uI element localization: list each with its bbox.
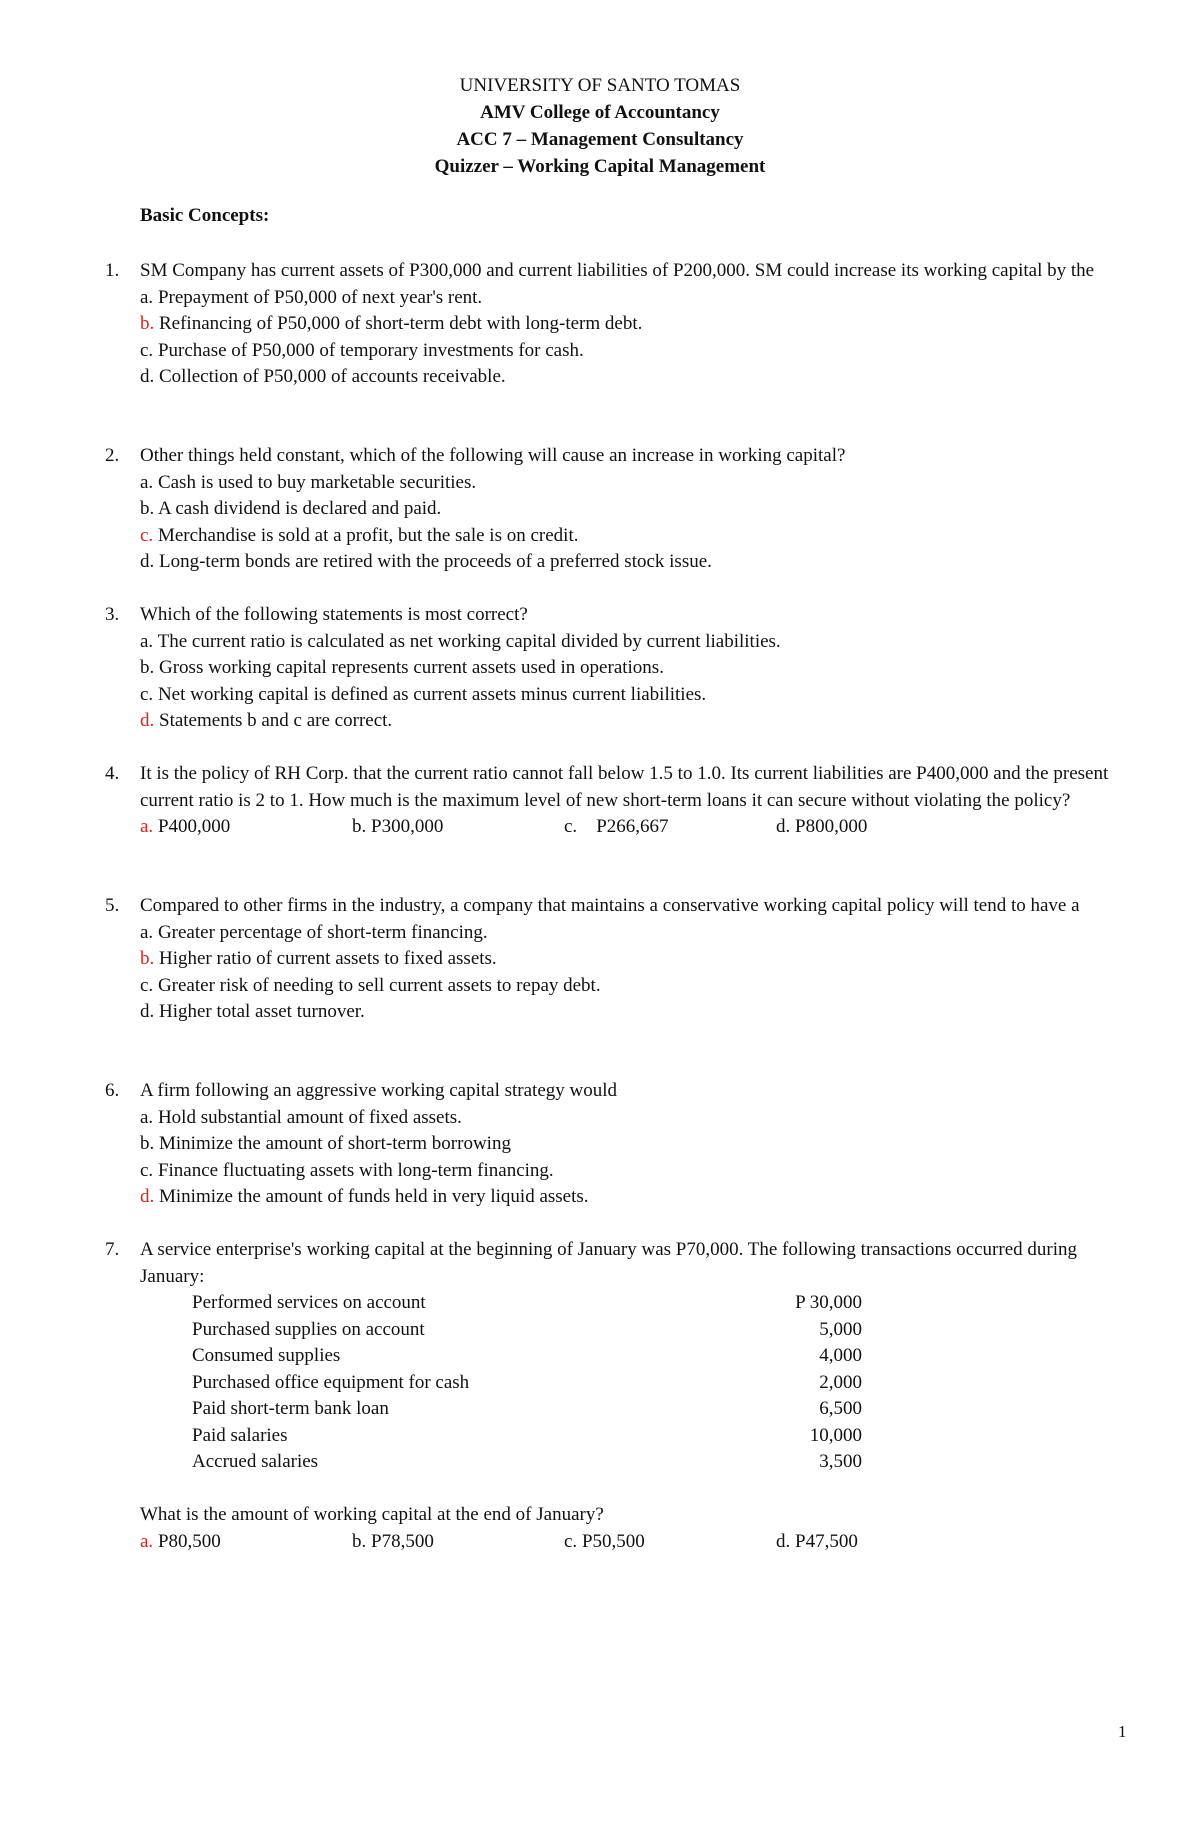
choice-d: d. P800,000 (776, 816, 868, 837)
question-number: 3. (105, 604, 120, 625)
answer-marker: c. (140, 524, 154, 546)
course-title: ACC 7 – Management Consultancy (456, 129, 744, 150)
choice-c: c. Finance fluctuating assets with long-term financing. (140, 1159, 554, 1181)
document-header (0, 72, 1200, 180)
question-stem: Compared to other firms in the industry, a company that maintains a conservative working capital policy will tend to have a (140, 895, 1080, 916)
choices-row (140, 1529, 1135, 1556)
question-1 (105, 258, 1135, 391)
choice-a: a. Prepayment of P50,000 of next year's rent. (140, 286, 483, 308)
choice-d: d. Long-term bonds are retired with the proceeds of a preferred stock issue. (140, 551, 712, 572)
choice-d: d. Collection of P50,000 of accounts receivable. (140, 366, 506, 387)
question-number: 4. (105, 763, 120, 784)
question-3 (105, 602, 1135, 735)
choice-c: c. Net working capital is defined as current assets minus current liabilities. (140, 683, 707, 705)
question-6 (105, 1078, 1135, 1211)
table-row: Accrued salaries 3,500 (192, 1451, 862, 1472)
choice-a: a. The current ratio is calculated as net working capital divided by current liabilities. (140, 630, 781, 652)
choice-d: d. Statements b and c are correct. (140, 710, 393, 731)
choice-b: b. P300,000 (352, 816, 444, 837)
question-stem: A firm following an aggressive working capital strategy would (140, 1080, 618, 1101)
choices-row (140, 814, 1135, 841)
question-stem: A service enterprise's working capital at the beginning of January was P70,000. The following transactions occurred during January: (140, 1239, 1077, 1287)
question-stem: SM Company has current assets of P300,000 and current liabilities of P200,000. SM could increase its working capital by the (140, 260, 1095, 281)
question-7 (105, 1237, 1135, 1555)
section-title: Basic Concepts: (140, 205, 270, 226)
choice-d: d. Minimize the amount of funds held in very liquid assets. (140, 1186, 589, 1207)
choice-c: c. Purchase of P50,000 of temporary investments for cash. (140, 339, 584, 361)
university-name: UNIVERSITY OF SANTO TOMAS (459, 75, 741, 96)
choice-b: b. Gross working capital represents current assets used in operations. (140, 657, 664, 678)
choice-a: a. Greater percentage of short-term financing. (140, 921, 488, 943)
choice-d: d. Higher total asset turnover. (140, 1001, 365, 1022)
choice-c: c. Merchandise is sold at a profit, but the sale is on credit. (140, 524, 579, 546)
choice-b: b. Minimize the amount of short-term borrowing (140, 1133, 511, 1154)
choice-a: a. Cash is used to buy marketable securities. (140, 471, 477, 493)
choice-a: a. Hold substantial amount of fixed assets. (140, 1106, 462, 1128)
college-name: AMV College of Accountancy (480, 102, 720, 123)
choice-d: d. P47,500 (776, 1530, 858, 1552)
answer-marker: b. (140, 948, 155, 969)
choice-c: c. Greater risk of needing to sell current assets to repay debt. (140, 974, 601, 996)
choice-c: c. P266,667 (564, 816, 669, 837)
answer-marker: d. (140, 710, 155, 731)
choice-c: c. P50,500 (564, 1530, 645, 1552)
question-number: 6. (105, 1080, 120, 1101)
choice-a: a. P400,000 (140, 816, 231, 837)
question-stem: It is the policy of RH Corp. that the current ratio cannot fall below 1.5 to 1.0. Its current liabilities are P400,000 and the present current ratio is 2 to 1. How much is the maximum level of new short-term loans it can secure without violating the policy? (140, 763, 1109, 811)
choice-b: b. Higher ratio of current assets to fixed assets. (140, 948, 497, 969)
table-row: Purchased office equipment for cash 2,000 (192, 1371, 862, 1393)
answer-marker: a. (140, 1530, 154, 1552)
question-4 (105, 761, 1135, 841)
table-row: Paid short-term bank loan 6,500 (192, 1398, 862, 1419)
question-number: 2. (105, 445, 120, 466)
question-stem: Which of the following statements is most correct? (140, 604, 528, 625)
choice-b: b. Refinancing of P50,000 of short-term debt with long-term debt. (140, 313, 643, 334)
choice-b: b. P78,500 (352, 1530, 434, 1552)
table-row: Consumed supplies 4,000 (192, 1345, 862, 1366)
question-number: 7. (105, 1239, 120, 1260)
table-row: Purchased supplies on account 5,000 (192, 1318, 862, 1340)
question-number: 1. (105, 260, 120, 281)
question-5 (105, 893, 1135, 1026)
answer-marker: b. (140, 313, 155, 334)
choice-b: b. A cash dividend is declared and paid. (140, 498, 442, 519)
question-stem: Other things held constant, which of the following will cause an increase in working capital? (140, 445, 846, 466)
question-2 (105, 443, 1135, 576)
choice-a: a. P80,500 (140, 1530, 221, 1552)
answer-marker: a. (140, 816, 154, 837)
table-row: Paid salaries 10,000 (192, 1424, 862, 1446)
table-row: Performed services on account P 30,000 (192, 1292, 862, 1313)
answer-marker: d. (140, 1186, 155, 1207)
page-number: 1 (1118, 1722, 1127, 1741)
transactions-table (192, 1290, 862, 1476)
followup-question: What is the amount of working capital at the end of January? (140, 1504, 604, 1525)
quizzer-title: Quizzer – Working Capital Management (434, 156, 766, 177)
question-number: 5. (105, 895, 120, 916)
